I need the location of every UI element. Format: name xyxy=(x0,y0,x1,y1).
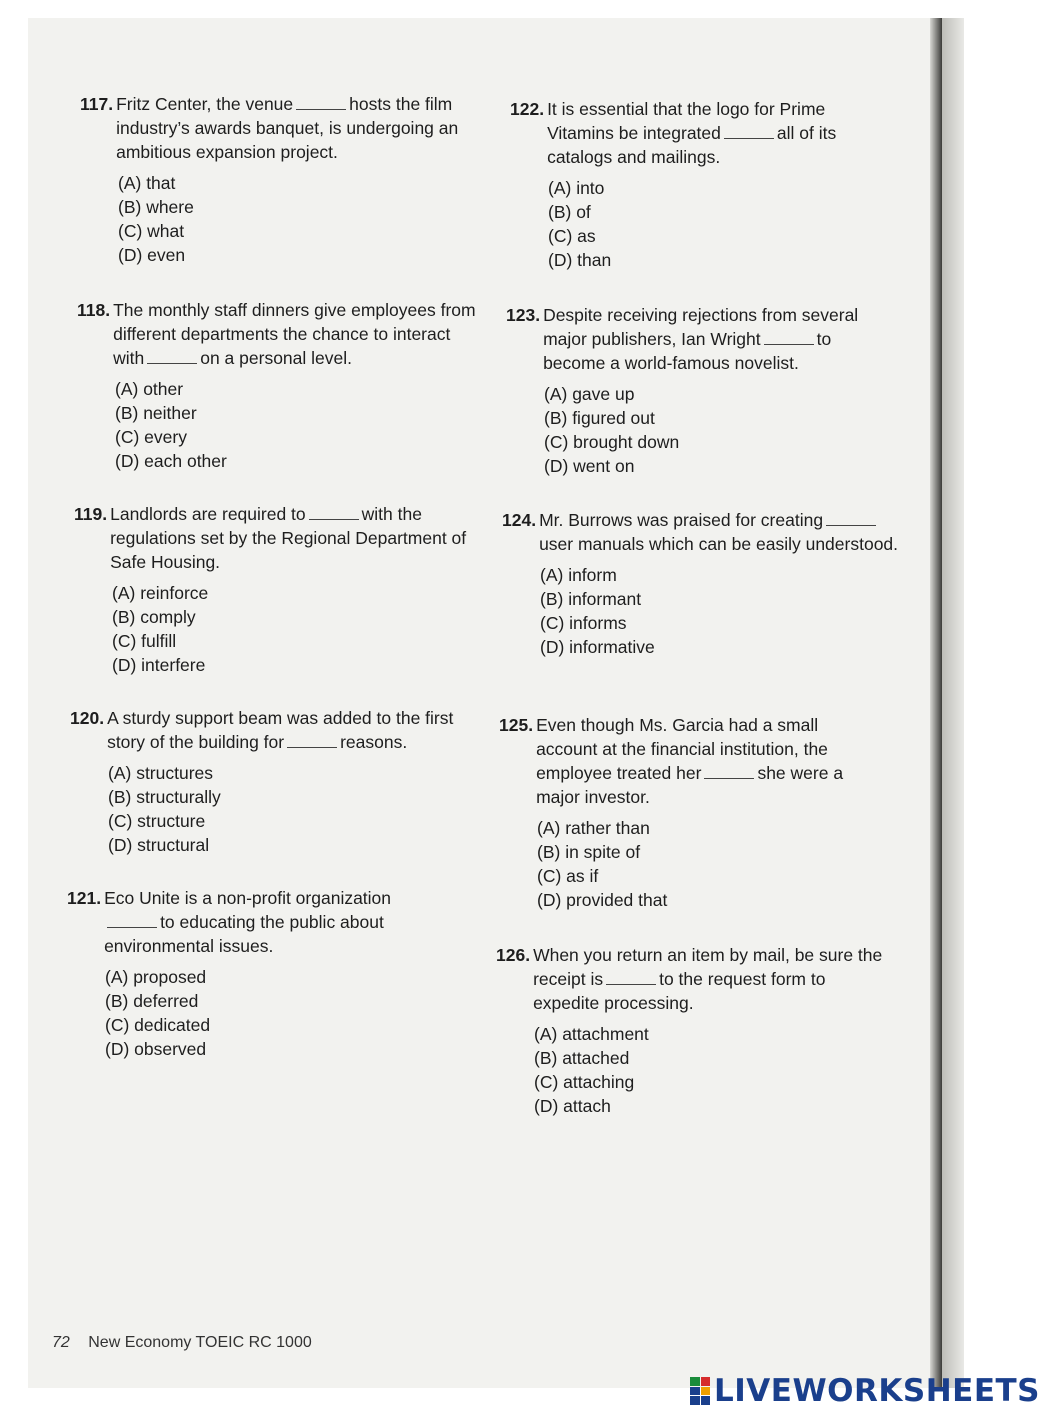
option-d[interactable]: (D) even xyxy=(118,245,186,265)
option-a[interactable]: (A) proposed xyxy=(105,967,207,987)
answer-options xyxy=(510,176,890,272)
question-number: 124. xyxy=(502,510,537,530)
answer-options xyxy=(506,382,896,478)
question-number: 125. xyxy=(499,715,534,735)
answer-blank[interactable] xyxy=(287,732,337,748)
option-c[interactable]: (C) attaching xyxy=(534,1072,635,1092)
option-a[interactable]: (A) inform xyxy=(540,565,617,585)
option-c[interactable]: (C) as if xyxy=(537,866,599,886)
question-text: The monthly staff dinners give employees from different departments the chance to interact with on a personal level. xyxy=(113,300,476,368)
question-number: 117. xyxy=(80,94,114,114)
question-number: 118. xyxy=(77,300,111,320)
brand-grid-icon xyxy=(690,1377,710,1405)
option-b[interactable]: (B) figured out xyxy=(544,408,655,428)
question-number: 122. xyxy=(510,99,545,119)
option-a[interactable]: (A) structures xyxy=(108,763,214,783)
answer-blank[interactable] xyxy=(606,969,656,985)
question-text: Mr. Burrows was praised for creatinguser manuals which can be easily understood. xyxy=(539,510,899,554)
option-a[interactable]: (A) into xyxy=(548,178,605,198)
answer-options xyxy=(67,965,437,1061)
question-text: Eco Unite is a non-profit organizationto educating the public about environmental issues. xyxy=(104,888,392,956)
option-c[interactable]: (C) fulfill xyxy=(112,631,177,651)
option-b[interactable]: (B) informant xyxy=(540,589,642,609)
option-d[interactable]: (D) structural xyxy=(108,835,210,855)
question-text: It is essential that the logo for Prime Vitamins be integrated all of its catalogs and mailings. xyxy=(547,99,837,167)
answer-options xyxy=(496,1022,896,1118)
question-number: 126. xyxy=(496,945,531,965)
answer-options xyxy=(80,171,495,267)
question-text: A sturdy support beam was added to the first story of the building for reasons. xyxy=(107,708,454,752)
option-a[interactable]: (A) gave up xyxy=(544,384,635,404)
answer-blank[interactable] xyxy=(147,348,197,364)
option-c[interactable]: (C) dedicated xyxy=(105,1015,211,1035)
answer-blank[interactable] xyxy=(296,94,346,110)
question-text: Landlords are required to with the regulations set by the Regional Department of Safe Housing. xyxy=(110,504,467,572)
question-number: 121. xyxy=(67,888,102,908)
option-a[interactable]: (A) reinforce xyxy=(112,583,209,603)
option-b[interactable]: (B) in spite of xyxy=(537,842,641,862)
question-text: When you return an item by mail, be sure the receipt is to the request form to expedite processing. xyxy=(533,945,883,1013)
question-124 xyxy=(502,508,912,659)
answer-blank[interactable] xyxy=(724,123,774,139)
option-c[interactable]: (C) informs xyxy=(540,613,627,633)
page-edge xyxy=(942,18,964,1388)
book-title: New Economy TOEIC RC 1000 xyxy=(88,1334,312,1351)
book-spine-shadow xyxy=(930,18,942,1388)
brand-name: LIVEWORKSHEETS xyxy=(714,1373,1040,1409)
answer-blank[interactable] xyxy=(107,912,157,928)
option-d[interactable]: (D) interfere xyxy=(112,655,206,675)
option-c[interactable]: (C) brought down xyxy=(544,432,680,452)
option-b[interactable]: (B) structurally xyxy=(108,787,221,807)
answer-options xyxy=(502,563,912,659)
question-118 xyxy=(77,298,477,473)
question-text: Even though Ms. Garcia had a small account at the financial institution, the employee treated her she were a major investor. xyxy=(536,715,844,807)
liveworksheets-logo xyxy=(690,1373,1040,1409)
answer-blank[interactable] xyxy=(309,504,359,520)
question-text: Fritz Center, the venue hosts the film industry’s awards banquet, is undergoing an ambitious expansion project. xyxy=(116,94,459,162)
option-d[interactable]: (D) observed xyxy=(105,1039,207,1059)
option-b[interactable]: (B) neither xyxy=(115,403,197,423)
option-d[interactable]: (D) each other xyxy=(115,451,227,471)
question-119 xyxy=(74,502,484,677)
question-117 xyxy=(80,92,495,267)
question-121 xyxy=(67,886,437,1061)
option-b[interactable]: (B) comply xyxy=(112,607,196,627)
question-number: 123. xyxy=(506,305,541,325)
option-b[interactable]: (B) where xyxy=(118,197,194,217)
question-number: 119. xyxy=(74,504,108,524)
option-d[interactable]: (D) than xyxy=(548,250,612,270)
question-text: Despite receiving rejections from several major publishers, Ian Wright to become a world-famous novelist. xyxy=(543,305,859,373)
answer-blank[interactable] xyxy=(764,329,814,345)
option-a[interactable]: (A) rather than xyxy=(537,818,650,838)
option-c[interactable]: (C) as xyxy=(548,226,596,246)
option-d[interactable]: (D) informative xyxy=(540,637,655,657)
page-number: 72 xyxy=(52,1334,70,1351)
answer-options xyxy=(74,581,484,677)
option-a[interactable]: (A) that xyxy=(118,173,176,193)
option-a[interactable]: (A) attachment xyxy=(534,1024,649,1044)
question-126 xyxy=(496,943,896,1118)
question-number: 120. xyxy=(70,708,105,728)
question-122 xyxy=(510,97,890,272)
answer-options xyxy=(70,761,485,857)
option-b[interactable]: (B) attached xyxy=(534,1048,630,1068)
option-a[interactable]: (A) other xyxy=(115,379,184,399)
option-b[interactable]: (B) deferred xyxy=(105,991,199,1011)
page-footer xyxy=(52,1334,312,1352)
option-b[interactable]: (B) of xyxy=(548,202,591,222)
answer-blank[interactable] xyxy=(704,763,754,779)
option-d[interactable]: (D) attach xyxy=(534,1096,611,1116)
question-125 xyxy=(499,713,884,912)
question-123 xyxy=(506,303,896,478)
option-d[interactable]: (D) provided that xyxy=(537,890,668,910)
answer-options xyxy=(77,377,477,473)
question-120 xyxy=(70,706,485,857)
answer-options xyxy=(499,816,884,912)
option-c[interactable]: (C) what xyxy=(118,221,185,241)
answer-blank[interactable] xyxy=(826,510,876,526)
option-d[interactable]: (D) went on xyxy=(544,456,635,476)
option-c[interactable]: (C) structure xyxy=(108,811,206,831)
option-c[interactable]: (C) every xyxy=(115,427,187,447)
